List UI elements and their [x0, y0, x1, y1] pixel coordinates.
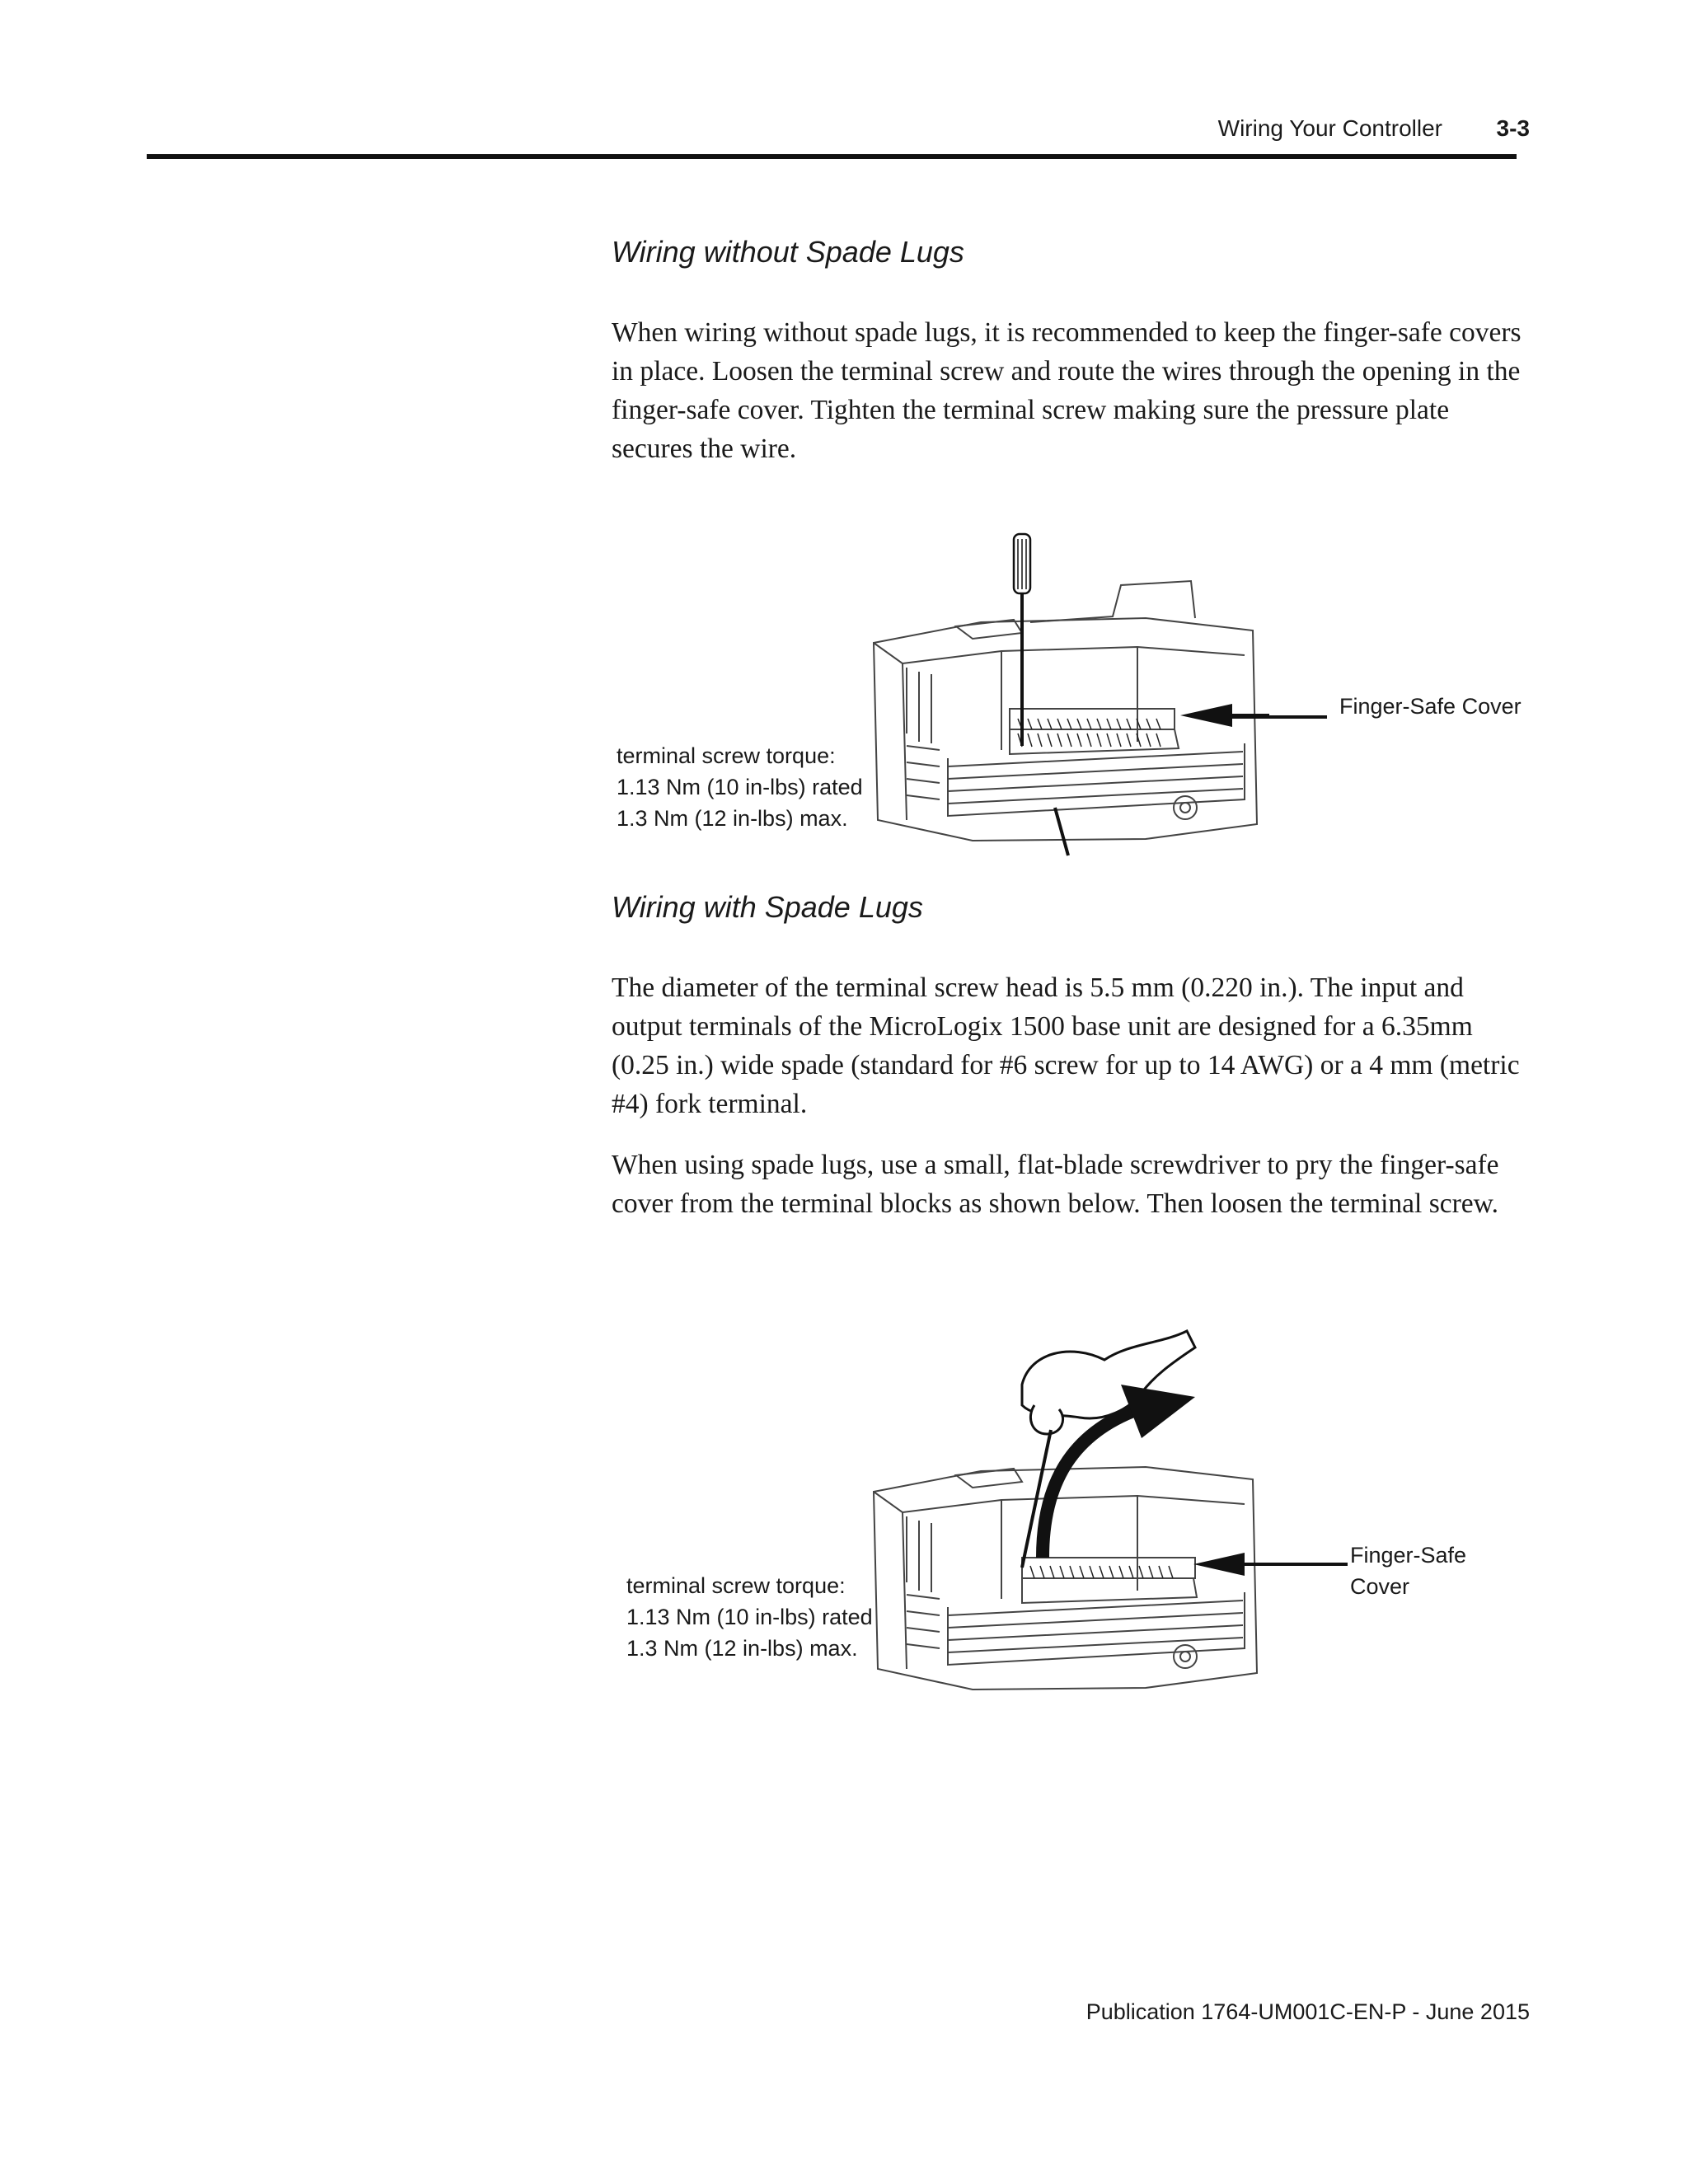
- running-header-title: Wiring Your Controller: [1217, 115, 1442, 141]
- arrow-icon: [1193, 1553, 1245, 1576]
- cover-arrow-line-2: [1245, 1552, 1348, 1577]
- torque-line: 1.3 Nm (12 in-lbs) max.: [626, 1636, 858, 1661]
- torque-line: 1.3 Nm (12 in-lbs) max.: [617, 806, 848, 831]
- torque-line: terminal screw torque:: [626, 1573, 846, 1598]
- paragraph-without-spade-lugs: When wiring without spade lugs, it is recommended to keep the finger-safe covers in place. Loosen the terminal screw and route the wires through the opening in the finger-safe cover. Tighten the terminal screw making sure the pressure plate secures the wire.: [612, 317, 1522, 464]
- torque-line: 1.13 Nm (10 in-lbs) rated: [626, 1605, 873, 1629]
- wire-line: [1055, 808, 1068, 855]
- cover-arrow-line-1: [1232, 705, 1327, 729]
- section-heading-with-spade-lugs: Wiring with Spade Lugs: [612, 890, 923, 924]
- figure-controller-screwdriver: [857, 527, 1269, 861]
- controller-illustration: [857, 527, 1269, 857]
- screwdriver-icon: [1014, 534, 1030, 746]
- label-finger-safe-cover-2: Finger-Safe Cover: [1350, 1543, 1467, 1599]
- paragraph-spade-lug-procedure: When using spade lugs, use a small, flat-blade screwdriver to pry the finger-safe cover from the terminal blocks as shown below. Then loosen the terminal screw.: [612, 1150, 1499, 1219]
- label-finger-safe-cover-1: Finger-Safe Cover: [1339, 694, 1522, 719]
- header-rule: [147, 154, 1517, 159]
- page-number: 3-3: [1496, 115, 1530, 141]
- figure-controller-pry-cover: [857, 1327, 1269, 1710]
- torque-line: 1.13 Nm (10 in-lbs) rated: [617, 775, 863, 799]
- controller-pry-illustration: [857, 1327, 1269, 1706]
- publication-footer: Publication 1764-UM001C-EN-P - June 2015: [1085, 1999, 1530, 2024]
- paragraph-terminal-dimensions: The diameter of the terminal screw head is 5.5 mm (0.220 in.). The input and output terminals of the MicroLogix 1500 base unit are designed for a 6.35mm (0.25 in.) wide spade (standard for #6 screw for up to 14 AWG) or a 4 mm (metric #4) fork terminal.: [612, 972, 1520, 1119]
- torque-line: terminal screw torque:: [617, 743, 836, 768]
- section-heading-without-spade-lugs: Wiring without Spade Lugs: [612, 235, 964, 269]
- torque-callout-1: [617, 740, 863, 834]
- torque-callout-2: [626, 1570, 873, 1664]
